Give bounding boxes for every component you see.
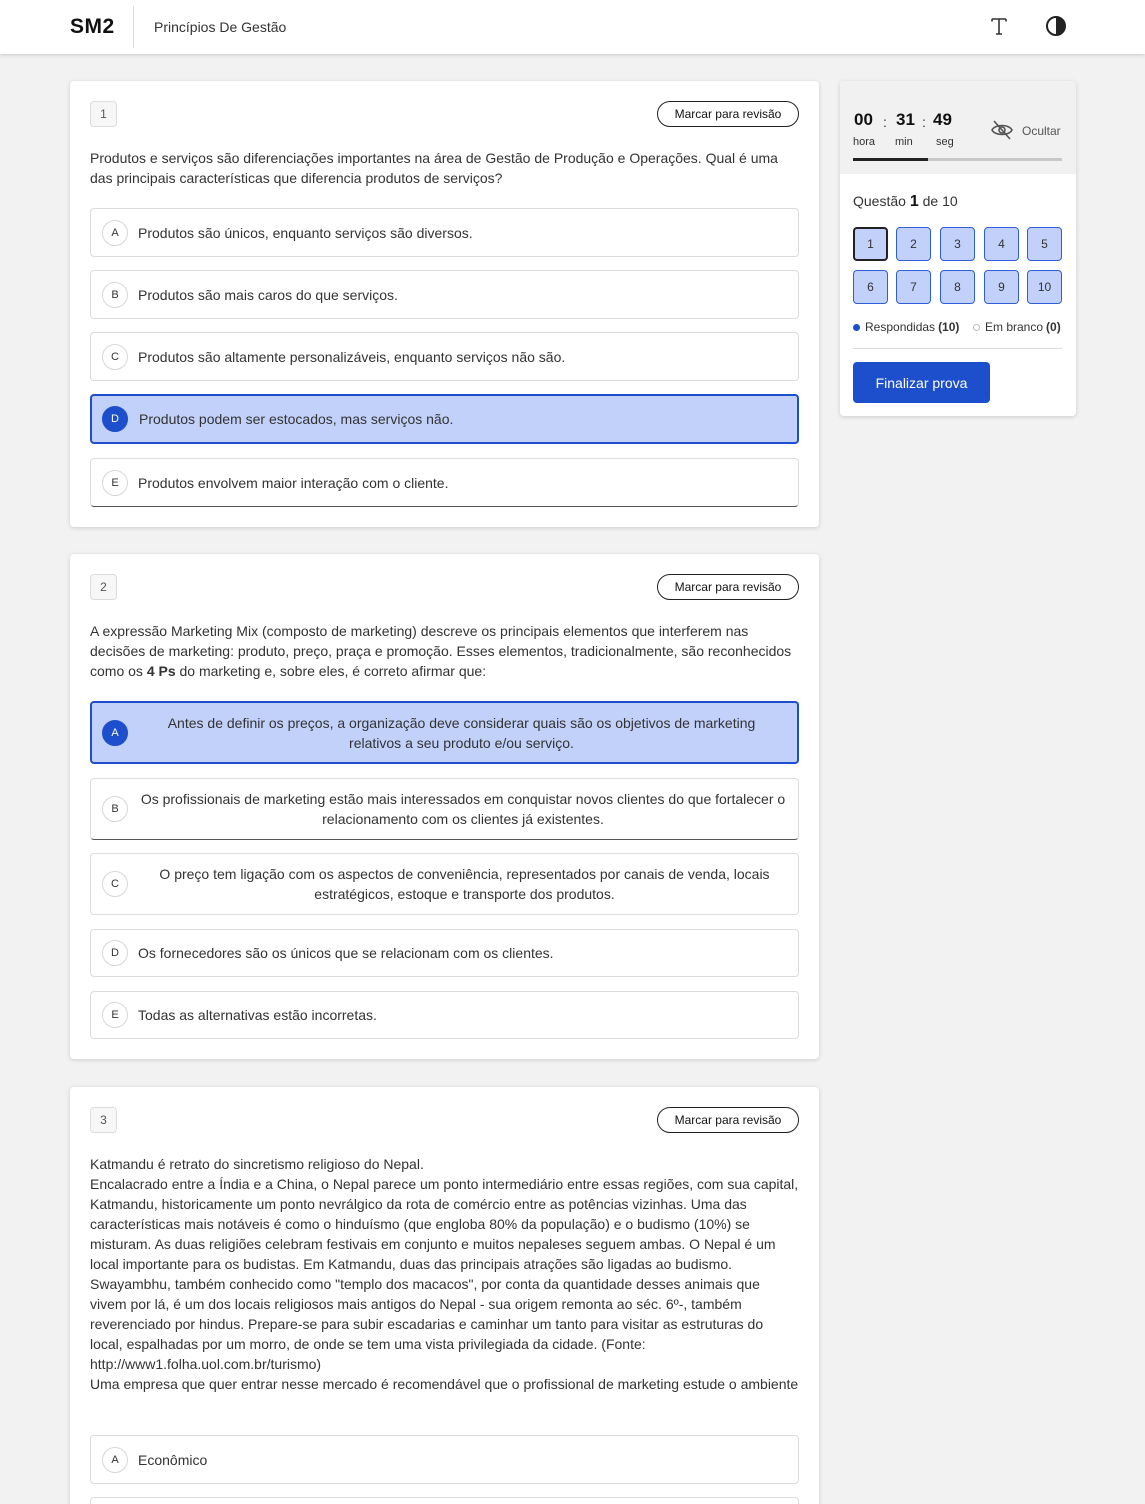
answered-dot: [853, 324, 860, 331]
option-letter: E: [102, 1002, 128, 1028]
option-b[interactable]: [90, 778, 799, 840]
logo: SM2: [70, 15, 115, 38]
option-letter: C: [102, 344, 128, 370]
option-letter: E: [102, 470, 128, 496]
option-letter: B: [102, 796, 128, 822]
nav-question-6[interactable]: 6: [853, 270, 888, 304]
blank-dot: [973, 324, 980, 331]
timer-minutes-label: min: [895, 136, 913, 148]
option-b[interactable]: [90, 270, 799, 319]
timer-separator: :: [883, 114, 887, 130]
finish-exam-button[interactable]: Finalizar prova: [853, 362, 990, 403]
option-a[interactable]: [90, 701, 799, 764]
counter-prefix: Questão: [853, 193, 906, 209]
option-letter: C: [102, 871, 128, 897]
question-card-2: [70, 554, 819, 1059]
eye-off-icon: [990, 119, 1014, 141]
header-divider: [133, 6, 134, 48]
legend-blank: [973, 320, 1061, 334]
question-text-part: A expressão Marketing Mix (composto de marketing) descreve os principais elementos que interferem nas decisões de marketing: produto, preço, praça e promoção. Esses elementos, tradicionalmente, são reconhecidos como os: [90, 623, 792, 679]
mark-for-review-button[interactable]: Marcar para revisão: [657, 574, 799, 600]
option-text: O preço tem ligação com os aspectos de conveniência, representados por canais de venda, locais estratégicos, estoque e transporte dos produtos.: [159, 866, 770, 902]
option-text: Produtos são únicos, enquanto serviços são diversos.: [138, 224, 473, 241]
question-counter: [853, 193, 958, 211]
option-c[interactable]: [90, 332, 799, 381]
option-c[interactable]: [90, 853, 799, 915]
timer-seconds-label: seg: [936, 136, 954, 148]
timer-separator: :: [922, 114, 926, 130]
question-card-3: [70, 1087, 819, 1504]
option-e[interactable]: [90, 991, 799, 1039]
nav-question-5[interactable]: 5: [1027, 227, 1062, 261]
question-text-line: Encalacrado entre a Índia e a China, o Nepal parece um ponto intermediário entre essas regiões, com sua capital, Katmandu, historicamente um ponto nevrálgico da rota de comércio entre as potências vizinhas. Uma das características mais notáveis é como o hinduísmo (que engloba 80% da população) e o budismo (10%) se misturam. As duas religiões celebram festivais em conjunto e muitos nepaleses seguem ambas. O Nepal é um local importante para os budistas. Em Katmandu, duas das principais atrações são ligadas ao budismo. Swayambhu, também conhecido como "templo dos macacos", por conta da quantidade desses animais que vivem por lá, é um dos locais religiosos mais antigos do Nepal - sua origem remonta ao séc. 6º-, também reverenciado por hindus. Prepare-se para subir escadarias e caminhar um tanto para visitar as estruturas do local, espalhadas por um morro, de onde se tem uma vista privilegiada da cidade. (Fonte: http://www1.folha.uol.com.br/turismo): [90, 1176, 799, 1372]
timer-minutes: 31: [896, 110, 915, 129]
counter-total: 10: [942, 193, 958, 209]
contrast-icon: [1042, 12, 1070, 40]
option-text: Antes de definir os preços, a organização deve considerar quais são os objetivos de marketing relativos a seu produto e/ou serviço.: [167, 714, 756, 751]
hide-timer-button[interactable]: [990, 119, 1070, 141]
option-letter: D: [102, 940, 128, 966]
option-d[interactable]: [90, 929, 799, 977]
option-text: Produtos envolvem maior interação com o cliente.: [138, 474, 449, 491]
course-title: Princípios De Gestão: [154, 19, 287, 35]
option-b[interactable]: [90, 1497, 799, 1504]
question-text-line: Katmandu é retrato do sincretismo religioso do Nepal.: [90, 1156, 424, 1172]
answered-count: (10): [938, 320, 960, 334]
option-letter: A: [102, 720, 128, 746]
question-text-bold: 4 Ps: [146, 663, 176, 679]
option-letter: A: [102, 1447, 128, 1473]
option-text: Produtos são altamente personalizáveis, enquanto serviços não são.: [138, 348, 566, 365]
legend-answered: [853, 320, 959, 334]
option-d[interactable]: [90, 394, 799, 444]
question-text: Produtos e serviços são diferenciações importantes na área de Gestão de Produção e Operações. Qual é uma das principais características que diferencia produtos de serviços?: [90, 150, 778, 186]
sidebar-divider: [853, 348, 1062, 349]
question-text: [90, 621, 799, 681]
option-text: Produtos são mais caros do que serviços.: [138, 286, 398, 303]
option-text: Os profissionais de marketing estão mais interessados em conquistar novos clientes do que fortalecer o relacionamento com os clientes já existentes.: [140, 791, 786, 827]
timer-seconds: 49: [933, 110, 952, 129]
nav-question-2[interactable]: 2: [896, 227, 931, 261]
timer-hours: 00: [854, 110, 873, 129]
hide-timer-label: Ocultar: [1022, 124, 1061, 138]
option-text: Todas as alternativas estão incorretas.: [138, 1007, 377, 1023]
question-number: 1: [90, 101, 117, 127]
question-text-line: Uma empresa que quer entrar nesse mercado é recomendável que o profissional de marketing estude o ambiente: [90, 1376, 799, 1392]
contrast-button[interactable]: [1042, 12, 1070, 40]
blank-label: Em branco: [985, 320, 1044, 334]
question-card-1: [70, 81, 819, 527]
nav-question-3[interactable]: 3: [940, 227, 975, 261]
nav-question-1[interactable]: 1: [853, 227, 888, 261]
question-text: [90, 1154, 799, 1394]
blank-count: (0): [1046, 320, 1061, 334]
option-a[interactable]: [90, 208, 799, 257]
nav-question-4[interactable]: 4: [984, 227, 1019, 261]
option-letter: B: [102, 282, 128, 308]
option-letter: A: [102, 220, 128, 246]
mark-for-review-button[interactable]: Marcar para revisão: [657, 1107, 799, 1133]
nav-question-10[interactable]: 10: [1027, 270, 1062, 304]
option-text: Econômico: [138, 1451, 208, 1468]
answered-label: Respondidas: [865, 320, 936, 334]
counter-current: 1: [909, 193, 919, 210]
question-text-part: do marketing e, sobre eles, é correto afirmar que:: [175, 663, 487, 679]
font-size-button[interactable]: [985, 12, 1013, 40]
option-a[interactable]: [90, 1435, 799, 1484]
timer-progress-bar: [853, 158, 1062, 161]
mark-for-review-button[interactable]: Marcar para revisão: [657, 101, 799, 127]
timer-hours-label: hora: [853, 136, 876, 148]
nav-question-7[interactable]: 7: [896, 270, 931, 304]
timer-progress-fill: [853, 158, 928, 161]
exam-sidebar: [840, 81, 1076, 416]
question-number: 3: [90, 1107, 117, 1133]
nav-question-8[interactable]: 8: [940, 270, 975, 304]
option-e[interactable]: [90, 458, 799, 507]
option-text: Os fornecedores são os únicos que se relacionam com os clientes.: [138, 945, 554, 961]
option-text: Produtos podem ser estocados, mas serviços não.: [139, 411, 454, 427]
question-number: 2: [90, 574, 117, 600]
timer: [840, 81, 1076, 174]
option-letter: D: [102, 406, 128, 432]
nav-question-9[interactable]: 9: [984, 270, 1019, 304]
text-size-icon: [985, 12, 1013, 40]
top-header: [0, 0, 1145, 54]
counter-mid: de: [922, 193, 939, 209]
